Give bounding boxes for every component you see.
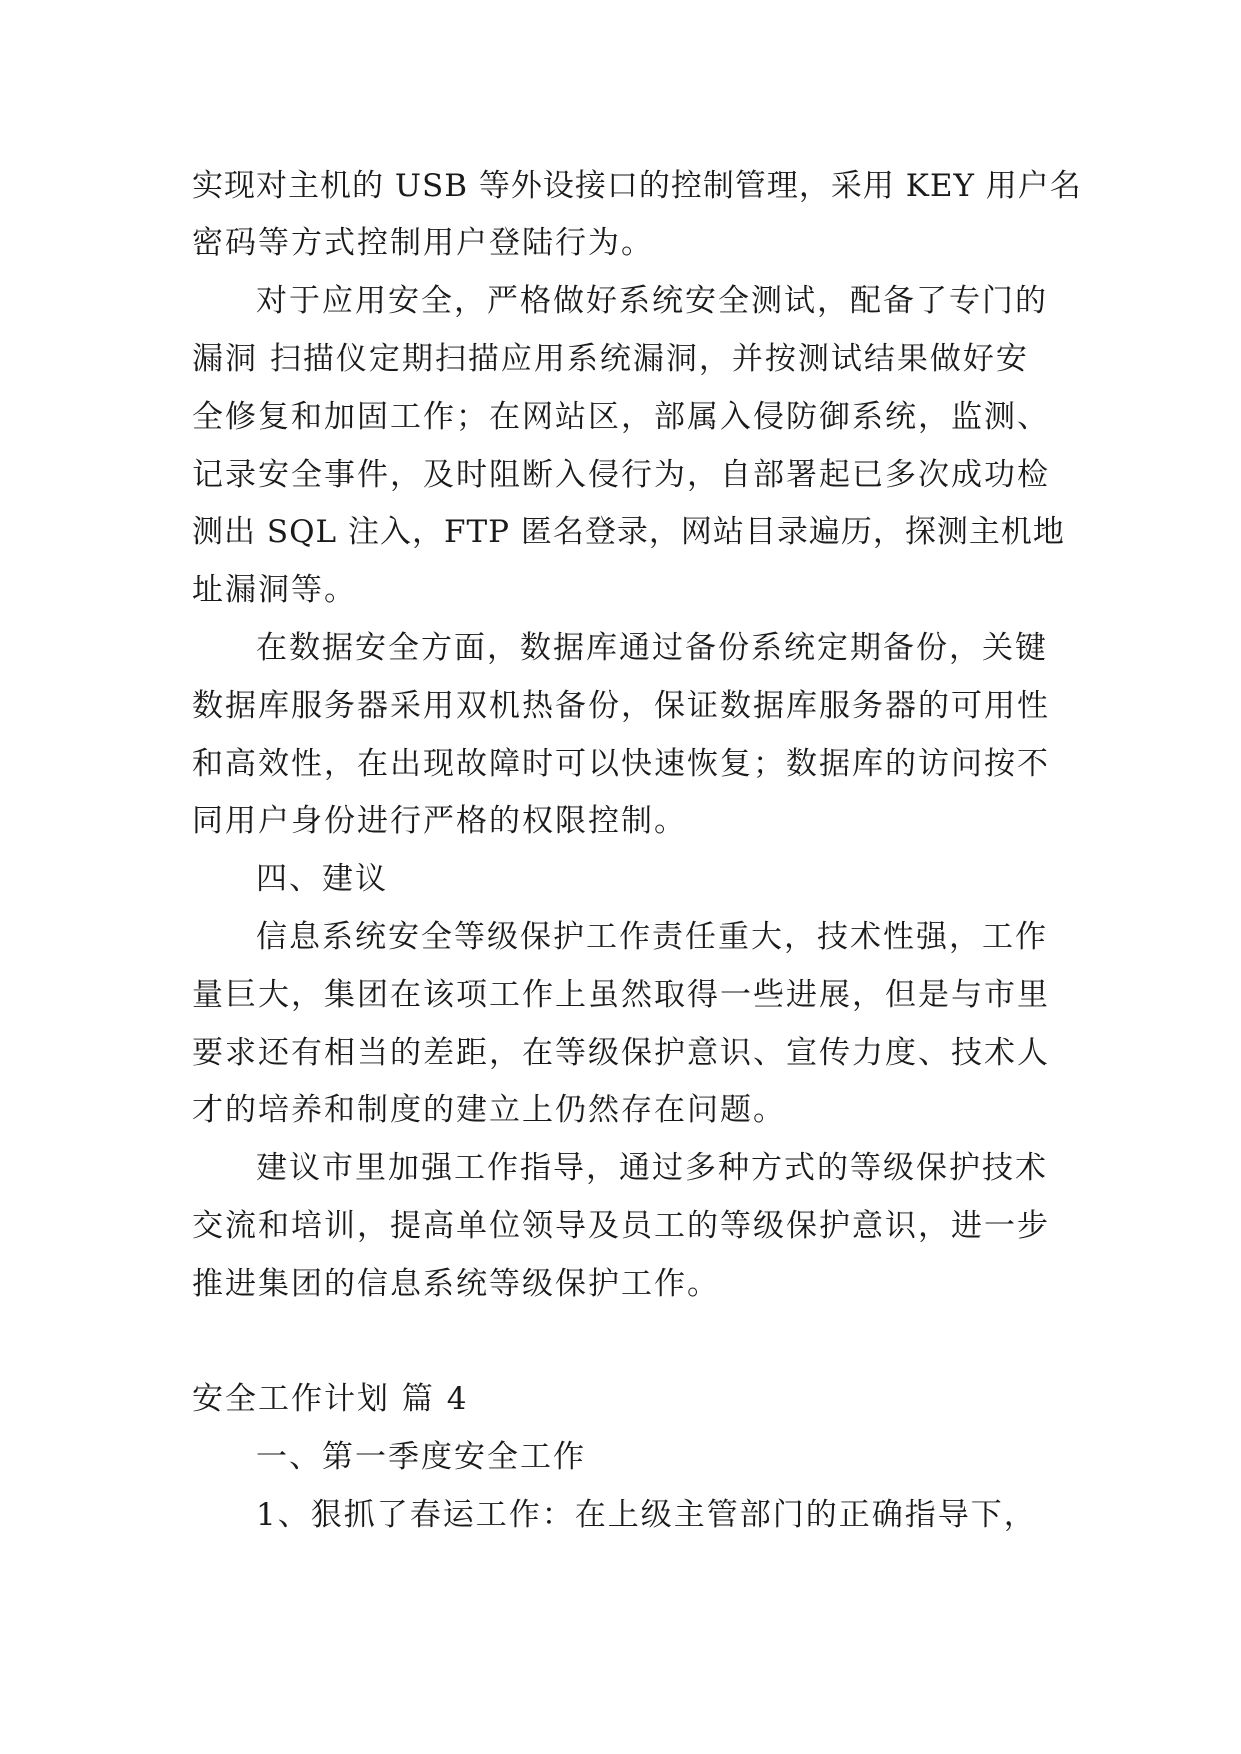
paragraph-line: 密码等方式控制用户登陆行为。	[192, 225, 654, 261]
paragraph-line: 推进集团的信息系统等级保护工作。	[192, 1266, 720, 1302]
paragraph-line: 在数据安全方面，数据库通过备份系统定期备份，关键	[256, 630, 1048, 666]
paragraph-line: 实现对主机的 USB 等外设接口的控制管理，采用 KEY 用户名	[192, 168, 1082, 204]
paragraph-line: 要求还有相当的差距，在等级保护意识、宣传力度、技术人	[192, 1035, 1050, 1071]
paragraph-line: 信息系统安全等级保护工作责任重大，技术性强，工作	[256, 919, 1048, 955]
section-heading: 四、建议	[256, 861, 388, 897]
section-heading: 一、第一季度安全工作	[256, 1439, 586, 1475]
paragraph-line: 建议市里加强工作指导，通过多种方式的等级保护技术	[256, 1150, 1048, 1186]
paragraph-line: 漏洞 扫描仪定期扫描应用系统漏洞，并按测试结果做好安	[192, 341, 1029, 377]
article-title: 安全工作计划 篇 4	[192, 1381, 469, 1417]
paragraph-line: 全修复和加固工作；在网站区，部属入侵防御系统，监测、	[192, 399, 1050, 435]
paragraph-line: 量巨大，集团在该项工作上虽然取得一些进展，但是与市里	[192, 977, 1050, 1013]
paragraph-line: 和高效性，在出现故障时可以快速恢复；数据库的访问按不	[192, 746, 1050, 782]
paragraph-line: 数据库服务器采用双机热备份，保证数据库服务器的可用性	[192, 688, 1050, 724]
paragraph-line: 1、狠抓了春运工作：在上级主管部门的正确指导下，	[256, 1497, 1037, 1533]
paragraph-line: 对于应用安全，严格做好系统安全测试，配备了专门的	[256, 283, 1048, 319]
paragraph-line: 同用户身份进行严格的权限控制。	[192, 803, 687, 839]
paragraph-line: 记录安全事件，及时阻断入侵行为，自部署起已多次成功检	[192, 457, 1050, 493]
paragraph-line: 交流和培训，提高单位领导及员工的等级保护意识，进一步	[192, 1208, 1050, 1244]
paragraph-line: 才的培养和制度的建立上仍然存在问题。	[192, 1092, 786, 1128]
paragraph-line: 测出 SQL 注入，FTP 匿名登录，网站目录遍历，探测主机地	[192, 514, 1065, 550]
paragraph-line: 址漏洞等。	[192, 572, 357, 608]
